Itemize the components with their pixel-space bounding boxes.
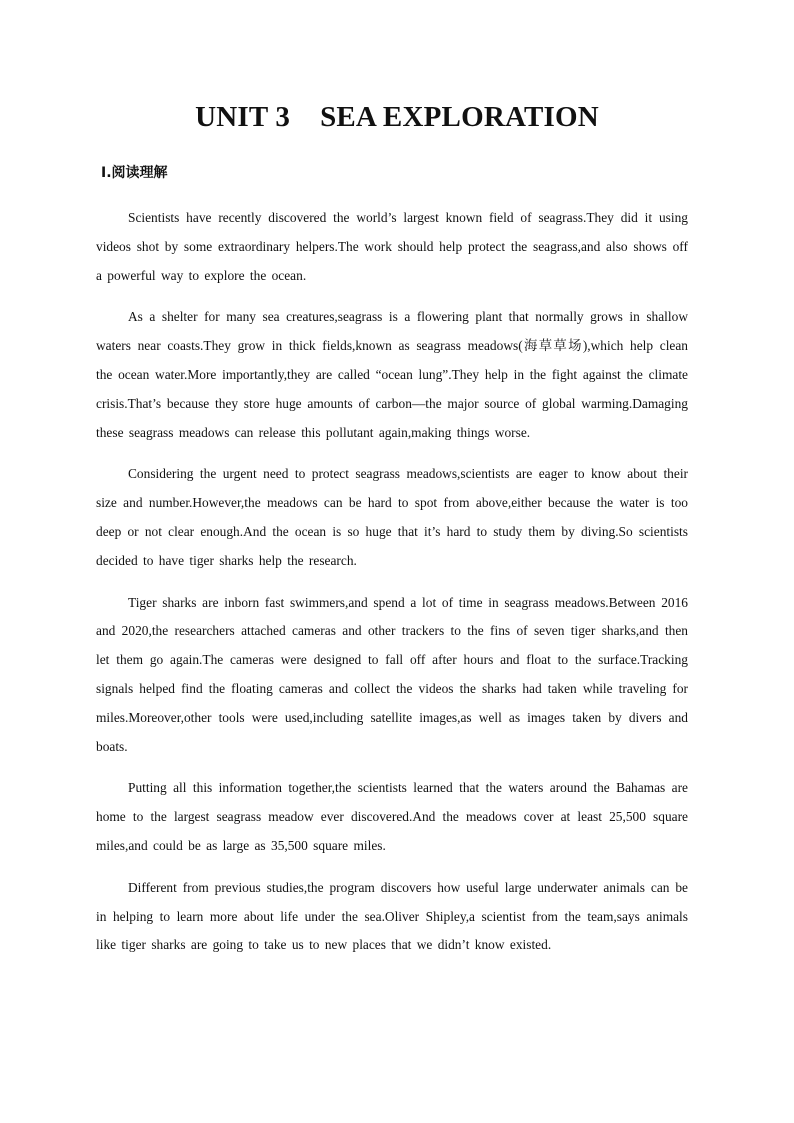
reading-passage (96, 204, 688, 973)
paragraph-2: As a shelter for many sea creatures,seagrass is a flowering plant that normally grows in shallow waters near coasts.They grow in thick fields,known as seagrass meadows(海草草场),which help clean the ocean water.More importantly,they are called “ocean lung”.They help in the fight against the climate crisis.That’s because they store huge amounts of carbon—the major source of global warming.Damaging these seagrass meadows can release this pollutant again,making things worse. (96, 309, 688, 440)
title-topic: SEA EXPLORATION (320, 101, 599, 133)
paragraph-3: Considering the urgent need to protect seagrass meadows,scientists are eager to know about their size and number.However,the meadows can be hard to spot from above,either because the water is too deep or not clear enough.And the ocean is so huge that it’s hard to study them by diving.So scientists decided to have tiger sharks help the research. (96, 466, 688, 568)
paragraph-4: Tiger sharks are inborn fast swimmers,and spend a lot of time in seagrass meadows.Between 2016 and 2020,the researchers attached cameras and other trackers to the fins of seven tiger sharks,and then let them go again.The cameras were designed to fall off after hours and float to the surface.Tracking signals helped find the floating cameras and collect the videos the sharks had taken while traveling for miles.Moreover,other tools were used,including satellite images,as well as images taken by divers and boats. (96, 594, 688, 754)
title-unit: UNIT 3 (195, 101, 291, 133)
section-heading: Ⅰ.阅读理解 (101, 165, 168, 181)
paragraph-5: Putting all this information together,the scientists learned that the waters around the Bahamas are home to the largest seagrass meadow ever discovered.And the meadows cover at least 25,500 square miles,and could be as large as 35,500 square miles. (96, 780, 688, 853)
paragraph-6: Different from previous studies,the program discovers how useful large underwater animals can be in helping to learn more about life under the sea.Oliver Shipley,a scientist from the team,says animals like tiger sharks are going to take us to new places that we didn’t know existed. (96, 879, 688, 953)
paragraph-1: Scientists have recently discovered the world’s largest known field of seagrass.They did it using videos shot by some extraordinary helpers.The work should help protect the seagrass,and also shows off a powerful way to explore the ocean. (96, 210, 688, 283)
page-title (0, 101, 794, 134)
